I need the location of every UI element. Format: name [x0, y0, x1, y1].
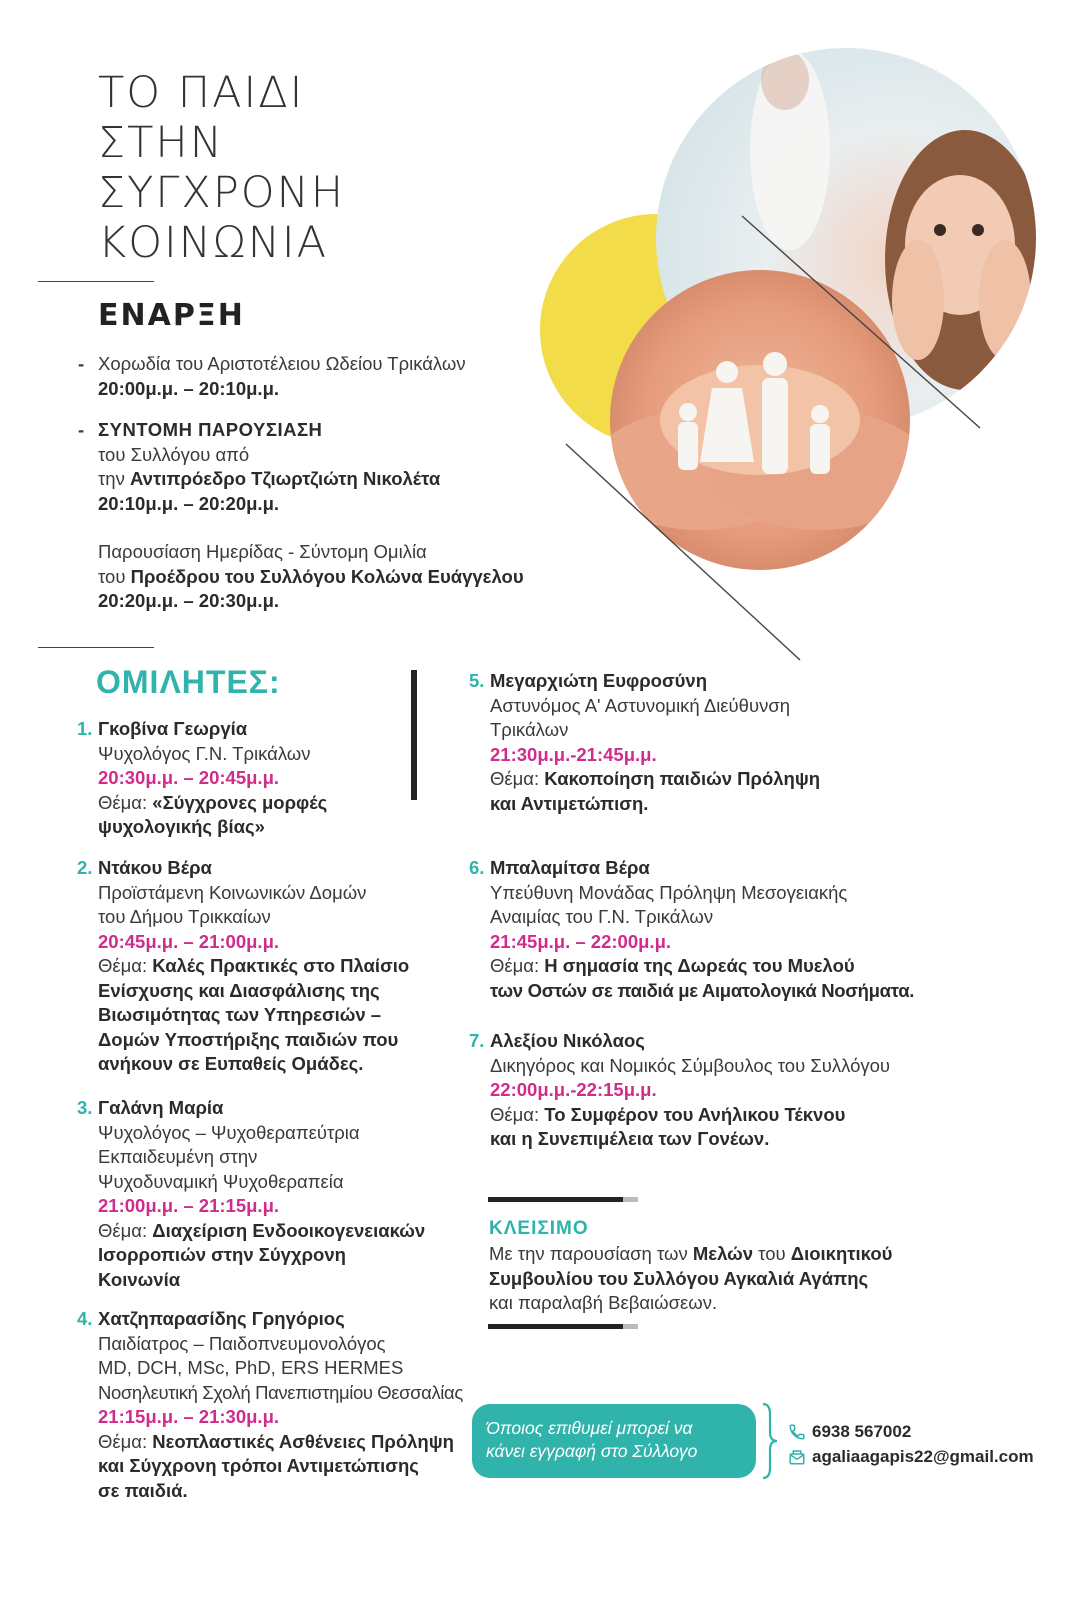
closing-bar-bottom	[488, 1324, 638, 1329]
speaker-item: 1. Γκοβίνα Γεωργία Ψυχολόγος Γ.Ν. Τρικάλων 20:30μ.μ. – 20:45μ.μ. Θέμα: «Σύγχρονες μορφές ψυχολογικής βίας»	[77, 718, 328, 837]
time: 20:30μ.μ. – 20:45μ.μ.	[98, 767, 280, 788]
speaker-item: 5. Μεγαρχιώτη Ευφροσύνη Αστυνόμος Α' Αστυνομική Διεύθυνση Τρικάλων 21:30μ.μ.-21:45μ.μ. Θέμα: Κακοποίηση παιδιών Πρόληψη και Αντιμετώπιση.	[469, 670, 821, 814]
registration-box: Όποιος επιθυμεί μπορεί να κάνει εγγραφή στο Σύλλογο	[472, 1404, 756, 1478]
phone-number: 6938 567002	[812, 1422, 912, 1441]
closing-text: Με την παρουσίαση των Μελών του Διοικητικού Συμβουλίου του Συλλόγου Αγκαλιά Αγάπης και παραλαβή Βεβαιώσεων.	[489, 1243, 893, 1313]
time: 20:45μ.μ. – 21:00μ.μ.	[98, 930, 280, 952]
brace-icon	[760, 1402, 780, 1480]
speaker-item: 3. Γαλάνη Μαρία Ψυχολόγος – Ψυχοθεραπεύτρια Εκπαιδευμένη στην Ψυχοδυναμική Ψυχοθεραπεία 21:00μ.μ. – 21:15μ.μ. Θέμα: Διαχείριση Ενδοοικογενειακών Ισορροπιών στην Σύγχρονη Κοινωνία	[77, 1097, 426, 1290]
title-line: ΣΤΗΝ	[98, 118, 224, 168]
contact-email[interactable]	[788, 1447, 1034, 1467]
time: 21:45μ.μ. – 22:00μ.μ.	[490, 930, 672, 952]
speaker-item: 6. Μπαλαμίτσα Βέρα Υπεύθυνη Μονάδας Πρόληψη Μεσογειακής Αναιμίας του Γ.Ν. Τρικάλων 21:45μ.μ. – 22:00μ.μ. Θέμα: Η σημασία της Δωρεάς του Μυελού των Οστών σε παιδιά με Αιματολογικά Νοσήματα.	[469, 857, 915, 1001]
opening-heading: ΕΝΑΡΞΗ	[98, 298, 245, 333]
divider	[38, 647, 154, 648]
time: 20:20μ.μ. – 20:30μ.μ.	[98, 590, 280, 611]
opening-item-speech: Παρουσίαση Ημερίδας - Σύντομη Ομιλία του Προέδρου του Συλλόγου Κολώνα Ευάγγελου 20:20μ.μ. – 20:30μ.μ.	[98, 540, 524, 614]
title-line: ΣΥΓΧΡΟΝΗ	[98, 168, 346, 218]
closing-bar-top	[488, 1197, 638, 1202]
time: 20:10μ.μ. – 20:20μ.μ.	[98, 492, 280, 514]
vertical-bar	[411, 670, 417, 800]
speakers-heading: ΟΜΙΛΗΤΕΣ:	[96, 664, 281, 700]
diagonal-line-top	[742, 216, 980, 428]
email-address: agaliaagapis22@gmail.com	[812, 1447, 1034, 1466]
poster-title	[98, 68, 498, 268]
opening-item-choir: - Χορωδία του Αριστοτέλειου Ωδείου Τρικάλων 20:00μ.μ. – 20:10μ.μ.	[98, 352, 466, 401]
time: 21:00μ.μ. – 21:15μ.μ.	[98, 1195, 280, 1216]
email-icon	[788, 1448, 806, 1466]
opening-item-presentation: - ΣΥΝΤΟΜΗ ΠΑΡΟΥΣΙΑΣΗ του Συλλόγου από την Αντιπρόεδρο Τζιωρτζιώτη Νικολέτα 20:10μ.μ. – 20:20μ.μ.	[98, 418, 440, 516]
title-line: ΚΟΙΝΩΝΙΑ	[98, 218, 329, 268]
time: 22:00μ.μ.-22:15μ.μ.	[490, 1079, 657, 1100]
time: 21:30μ.μ.-21:45μ.μ.	[490, 743, 657, 765]
closing-heading: ΚΛΕΙΣΙΜΟ	[489, 1218, 589, 1239]
speaker-item: 2. Ντάκου Βέρα Προϊστάμενη Κοινωνικών Δομών του Δήμου Τρικκαίων 20:45μ.μ. – 21:00μ.μ. Θέμα: Καλές Πρακτικές στο Πλαίσιο Ενίσχυσης και Διασφάλισης της Βιωσιμότητας των Υπηρεσιών – Δομών Υποστήριξης παιδιών που ανήκουν σε Ευπαθείς Ομάδες.	[77, 857, 410, 1074]
time: 20:00μ.μ. – 20:10μ.μ.	[98, 377, 280, 399]
diagonal-line-bottom	[566, 444, 800, 660]
phone-icon	[788, 1423, 806, 1441]
divider	[38, 281, 154, 282]
contact-phone[interactable]	[788, 1422, 911, 1442]
yellow-circle	[540, 214, 772, 446]
title-line: ΤΟ ΠΑΙΔΙ	[98, 68, 305, 118]
time: 21:15μ.μ. – 21:30μ.μ.	[98, 1406, 280, 1427]
speaker-item: 7. Αλεξίου Νικόλαος Δικηγόρος και Νομικός Σύμβουλος του Συλλόγου 22:00μ.μ.-22:15μ.μ. Θέμα: Το Συμφέρον του Ανήλικου Τέκνου και η Συνεπιμέλεια των Γονέων.	[469, 1030, 891, 1149]
speaker-item: 4. Χατζηπαρασίδης Γρηγόριος Παιδίατρος – Παιδοπνευμονολόγος MD, DCH, MSc, PhD, ERS HERMES Νοσηλευτική Σχολή Πανεπιστημίου Θεσσαλίας 21:15μ.μ. – 21:30μ.μ. Θέμα: Νεοπλαστικές Ασθένειες Πρόληψη και Σύγχρονη τρόποι Αντιμετώπισης σε παιδιά.	[77, 1308, 463, 1501]
